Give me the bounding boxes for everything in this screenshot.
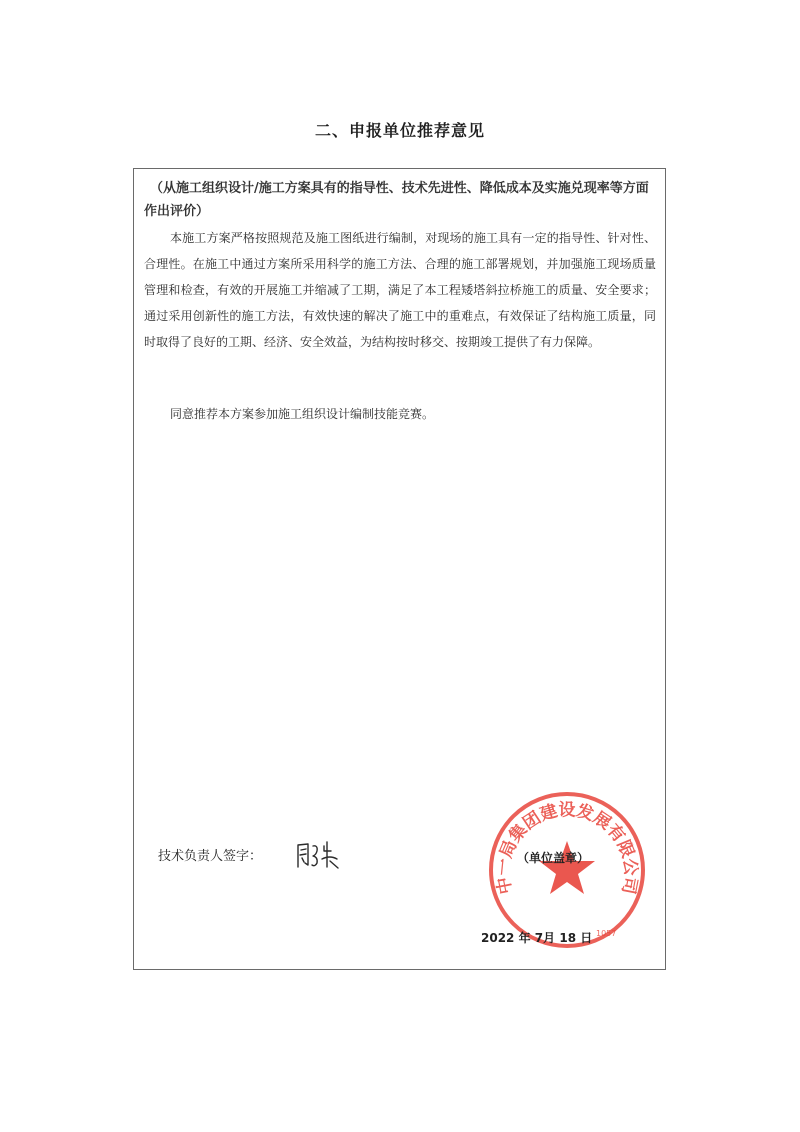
seal-company-name: 中一局集团建设发展有限公司 — [493, 800, 641, 896]
date-line — [481, 929, 592, 946]
endorsement-paragraph: 同意推荐本方案参加施工组织设计编制技能竞赛。 — [170, 407, 435, 421]
date-month: 7 — [534, 931, 544, 945]
date-year: 2022 — [481, 931, 515, 945]
handwritten-signature — [294, 837, 344, 873]
page-title: 二、申报单位推荐意见 — [314, 121, 485, 140]
date-month-unit: 月 — [543, 931, 556, 945]
company-seal — [486, 789, 648, 951]
date-day-unit: 日 — [580, 931, 593, 945]
recommendation-paragraph: 本施工方案严格按照规范及施工图纸进行编制，对现场的施工具有一定的指导性、针对性、合理性。在施工中通过方案所采用科学的施工方法、合理的施工部署规划，并加强施工现场质量管理和检查，有效的开展施工并缩减了工期，满足了本工程矮塔斜拉桥施工的质量、安全要求；通过采用创新性的施工方法，有效快速的解决了施工中的重难点，有效保证了结构施工质量，同时取得了良好的工期、经济、安全效益，为结构按时移交、按期竣工提供了有力保障。 — [144, 231, 656, 349]
guidance-line-2: 作出评价） — [144, 204, 210, 219]
recommendation-form-box — [133, 168, 666, 970]
signature-label: 技术负责人签字： — [158, 849, 263, 864]
seal-number: 1057 — [596, 929, 617, 938]
seal-label: （单位盖章） — [517, 851, 590, 865]
guidance-line-1: （从施工组织设计/施工方案具有的指导性、技术先进性、降低成本及实施兑现率等方面 — [150, 181, 649, 196]
date-day: 18 — [559, 931, 577, 945]
evaluation-guidance — [144, 177, 656, 223]
date-year-unit: 年 — [518, 931, 531, 945]
